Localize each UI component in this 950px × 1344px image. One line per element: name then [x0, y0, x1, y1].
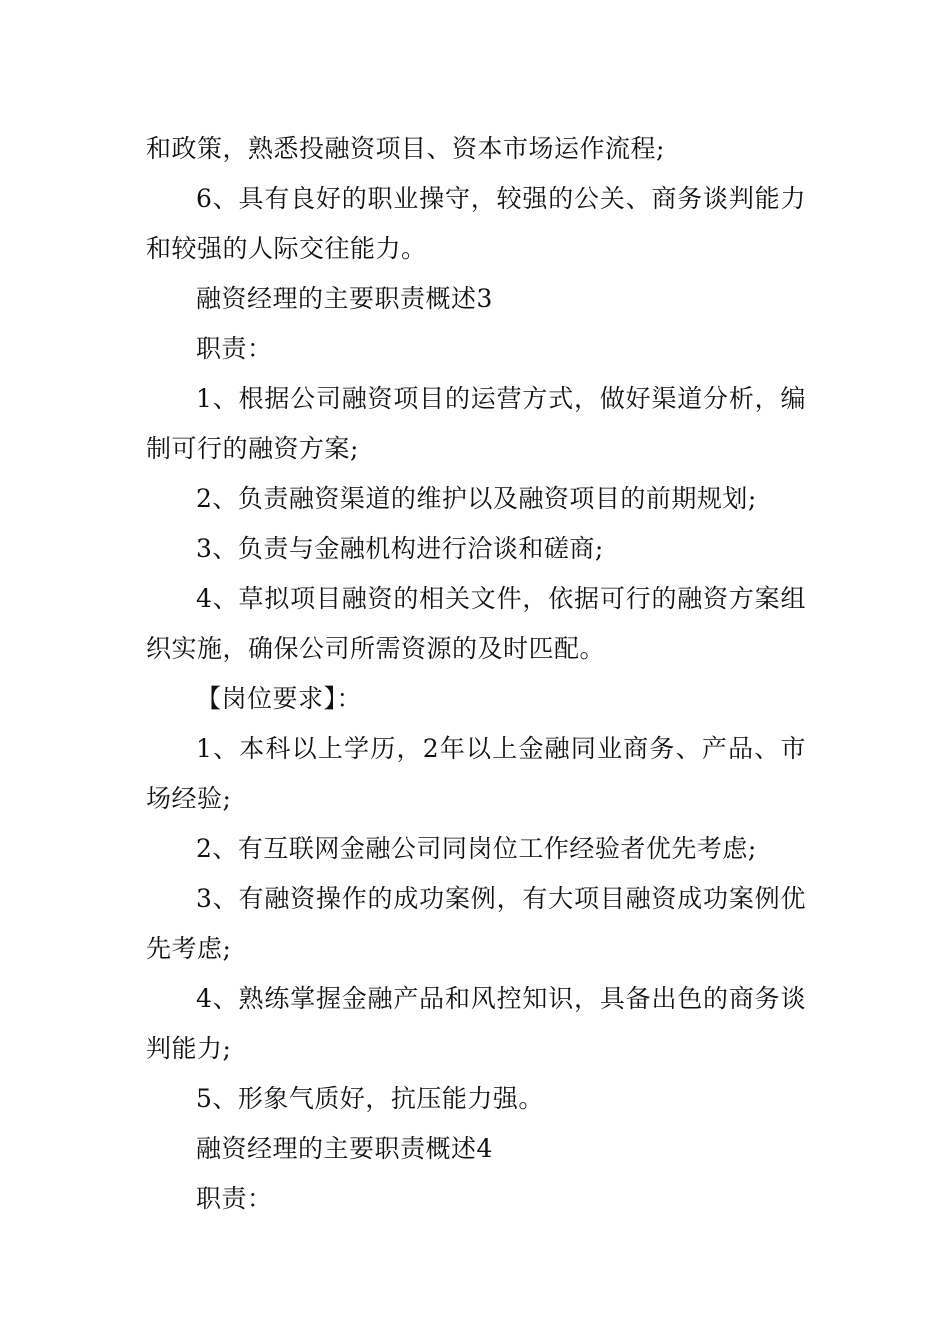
requirement-item-5: 5、形象气质好，抗压能力强。 — [196, 1084, 544, 1113]
requirement-item-3: 3、有融资操作的成功案例，有大项目融资成功案例优先考虑; — [146, 884, 806, 963]
section-heading-3: 融资经理的主要职责概述3 — [196, 284, 493, 313]
requirements-heading: 【岗位要求】： — [196, 684, 363, 713]
duties-label-4: 职责： — [196, 1184, 273, 1213]
duties-label: 职责： — [196, 334, 273, 363]
duty-item-3: 3、负责与金融机构进行洽谈和磋商; — [196, 534, 604, 563]
duty-item-2: 2、负责融资渠道的维护以及融资项目的前期规划; — [196, 484, 757, 513]
requirement-item-1: 1、本科以上学历，2年以上金融同业商务、产品、市场经验; — [146, 734, 806, 813]
section-heading-4: 融资经理的主要职责概述4 — [196, 1134, 493, 1163]
requirement-item-2: 2、有互联网金融公司同岗位工作经验者优先考虑; — [196, 834, 757, 863]
document-body — [146, 124, 806, 1224]
duty-item-4: 4、草拟项目融资的相关文件，依据可行的融资方案组织实施，确保公司所需资源的及时匹配。 — [146, 584, 806, 663]
duty-item-1: 1、根据公司融资项目的运营方式，做好渠道分析，编制可行的融资方案; — [146, 384, 806, 463]
paragraph-requirement-6: 6、具有良好的职业操守，较强的公关、商务谈判能力和较强的人际交往能力。 — [146, 184, 806, 263]
paragraph-continuation: 和政策，熟悉投融资项目、资本市场运作流程; — [146, 134, 665, 163]
requirement-item-4: 4、熟练掌握金融产品和风控知识，具备出色的商务谈判能力; — [146, 984, 806, 1063]
